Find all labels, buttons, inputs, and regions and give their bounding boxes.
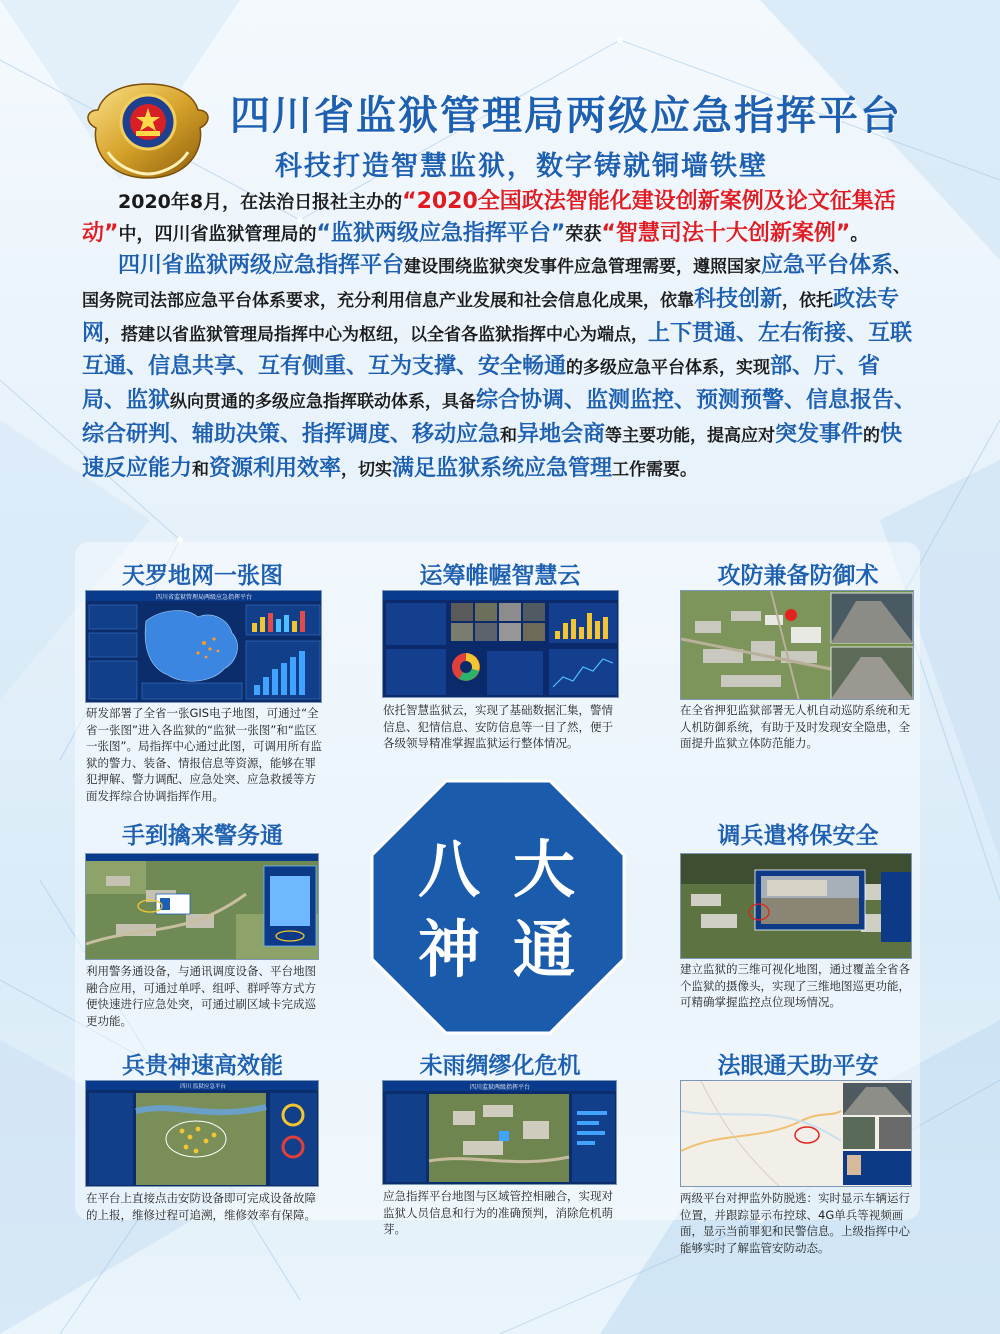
feature-title-7: 未雨绸缪化危机 [419, 1053, 581, 1079]
feature-screenshot-drone-defense [680, 590, 914, 700]
feature-title-5: 调兵遣将保安全 [717, 823, 879, 849]
3d-map-thumbnail [681, 854, 912, 959]
feature-screenshot-police-terminal [85, 853, 319, 960]
feature-desc-2: 依托智慧监狱云，实现了基础数据汇集，警情信息、犯情信息、安防信息等一目了然，便于各级领导精准掌握监狱运行整体情况。 [383, 703, 613, 750]
feature-title-1: 天罗地网一张图 [122, 563, 283, 589]
octagon-char-1: 八 [418, 833, 481, 906]
feature-desc-1: 研发部署了全省一张GIS电子地图，可通过“全省一张图”进入各监狱的“监狱一张图”和“监区一张图”。局指挥中心通过此图，可调用所有监狱的警力、装备、情报信息等资源，能够在罪犯押解、警力调配、应急处突、应急救援等方面发挥综合协调指挥作用。 [86, 706, 322, 803]
intro-paragraph-2: 四川省监狱两级应急指挥平台建设围绕监狱突发事件应急管理需要，遵照国家应急平台体系、国务院司法部应急平台体系要求，充分利用信息产业发展和社会信息化成果，依靠科技创新，依托政法专网，搭建以省监狱管理局指挥中心为枢纽，以全省各监狱指挥中心为端点，上下贯通、左右衔接、互联互通、信息共享、互有侧重、互为支撑、安全畅通的多级应急平台体系，实现部、厅、省局、监狱纵向贯通的多级应急指挥联动体系，具备综合协调、监测监控、预测预警、信息报告、综合研判、辅助决策、指挥调度、移动应急和异地会商等主要功能，提高应对突发事件的快速反应能力和资源利用效率，切实满足监狱系统应急管理工作需要。 [82, 253, 917, 481]
feature-desc-6: 在平台上直接点击安防设备即可完成设备故障的上报，维修过程可追溯，维修效率有保障。 [86, 1191, 316, 1222]
drone-aerial-thumbnail [681, 591, 914, 700]
feature-screenshot-area-control [382, 1080, 617, 1185]
device-repair-thumbnail [86, 1081, 319, 1187]
award-name: “智慧司法十大创新案例” [601, 221, 851, 246]
cloud-dashboard-thumbnail [383, 591, 619, 698]
feature-title-8: 法眼通天助平安 [717, 1053, 879, 1079]
octagon-char-3: 神 [418, 913, 481, 986]
sub-title: 科技打造智慧监狱，数字铸就铜墙铁壁 [275, 151, 768, 182]
device-screen-title: 四川 监狱应急平台 [180, 1084, 226, 1090]
intro-text [82, 186, 920, 487]
feature-title-4: 手到擒来警务通 [122, 823, 283, 849]
feature-screenshot-gis-map [85, 590, 322, 703]
intro-date: 2020年8月 [118, 191, 223, 213]
intro-paragraph-1: 2020年8月，在法治日报社主办的“2020全国政法智能化建设创新案例及论文征集活动”中，四川省监狱管理局的“监狱两级应急指挥平台”荣获“智慧司法十大创新案例”。 [82, 189, 896, 246]
feature-screenshot-smart-cloud [382, 590, 619, 698]
feature-title-6: 兵贵神速高效能 [122, 1053, 283, 1079]
gis-screen-title: 四川省监狱管理局两级应急指挥平台 [155, 594, 253, 601]
feature-desc-4: 利用警务通设备，与通讯调度设备、平台地图融合应用，可通过单呼、组呼、群呼等方式方便快速进行应急处突，可通过刷区域卡完成巡更功能。 [86, 964, 316, 1028]
feature-desc-3: 在全省押犯监狱部署无人机自动巡防系统和无人机防御系统，有助于及时发现安全隐患，全面提升监狱立体防范能力。 [680, 703, 910, 750]
vehicle-tracking-thumbnail [681, 1081, 912, 1187]
feature-title-2: 运筹帷幄智慧云 [419, 563, 581, 589]
platform-name: “监狱两级应急指挥平台” [316, 221, 566, 246]
police-emblem-icon [78, 70, 218, 190]
main-title: 四川省监狱管理局两级应急指挥平台 [230, 93, 902, 139]
area-control-thumbnail [383, 1081, 617, 1185]
feature-desc-8: 两级平台对押监外防脱逃：实时显示车辆运行位置，并跟踪显示布控球、4G单兵等视频画面，显示当前罪犯和民警信息。上级指挥中心能够实时了解监管安防动态。 [680, 1191, 910, 1255]
area-screen-title: 四川监狱两级指挥平台 [469, 1084, 531, 1091]
event-name: “2020全国政法智能化建设创新案例及论文征集活动” [82, 189, 896, 246]
police-terminal-thumbnail [86, 854, 319, 960]
feature-desc-5: 建立监狱的三维可视化地图，通过覆盖全省各个监狱的摄像头，实现了三维地图巡更功能，可精确掌握监控点位现场情况。 [680, 962, 910, 1009]
feature-screenshot-3d-map [680, 853, 912, 959]
feature-screenshot-device-repair [85, 1080, 319, 1187]
gis-dashboard-thumbnail [86, 591, 322, 703]
octagon-char-4: 通 [513, 913, 576, 986]
octagon-char-2: 大 [513, 833, 576, 906]
feature-title-3: 攻防兼备防御术 [717, 563, 879, 589]
eight-abilities-octagon [368, 777, 628, 1037]
feature-screenshot-vehicle-tracking [680, 1080, 912, 1187]
feature-desc-7: 应急指挥平台地图与区域管控相融合，实现对监狱人员信息和行为的准确预判，消除危机萌芽。 [383, 1189, 613, 1236]
